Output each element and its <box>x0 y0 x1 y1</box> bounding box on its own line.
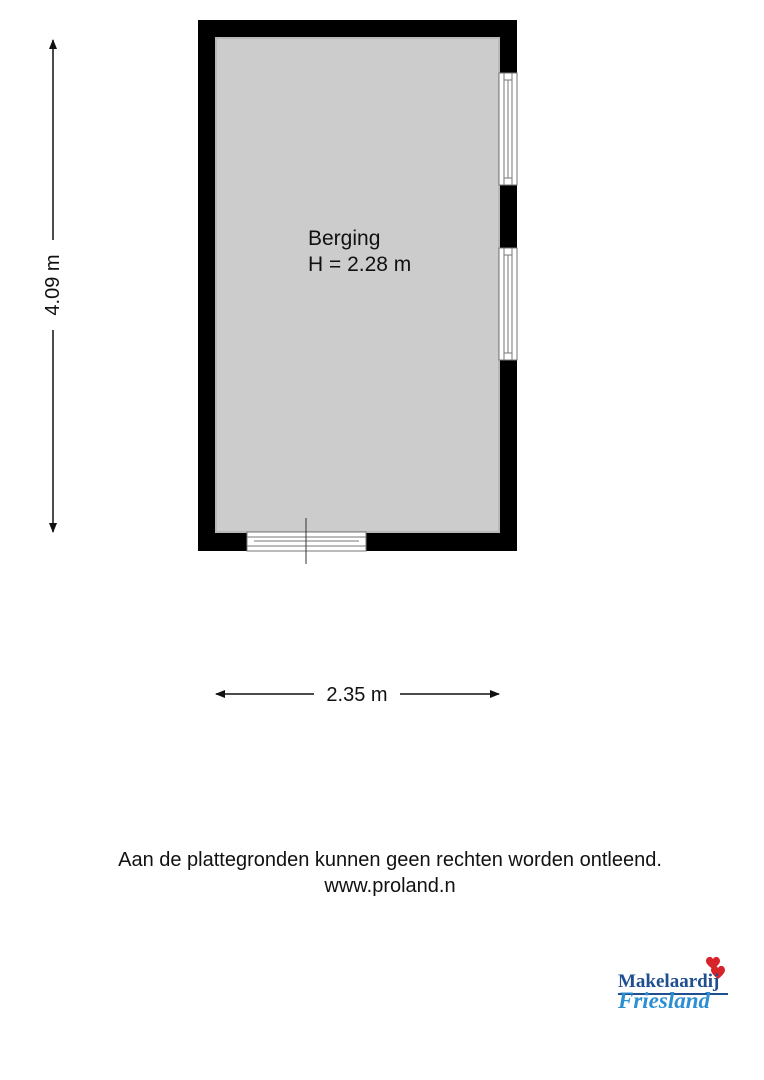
room-name: Berging <box>308 227 381 250</box>
width-label: 2.35 m <box>314 682 400 708</box>
logo-text-friesland: Friesland <box>618 988 711 1013</box>
window-right-top <box>499 73 517 185</box>
room-label <box>308 226 411 278</box>
depth-label: 4.09 m <box>41 240 65 330</box>
room-height: H = 2.28 m <box>308 253 412 276</box>
logo-text-makelaardij: Makelaardij <box>618 971 720 992</box>
disclaimer <box>0 847 764 899</box>
website-text: www.proland.n <box>324 875 456 897</box>
room-floor <box>216 38 499 532</box>
company-logo <box>612 955 742 1017</box>
window-right-bottom <box>499 248 517 360</box>
disclaimer-text: Aan de plattegronden kunnen geen rechten worden ontleend. <box>118 849 662 871</box>
